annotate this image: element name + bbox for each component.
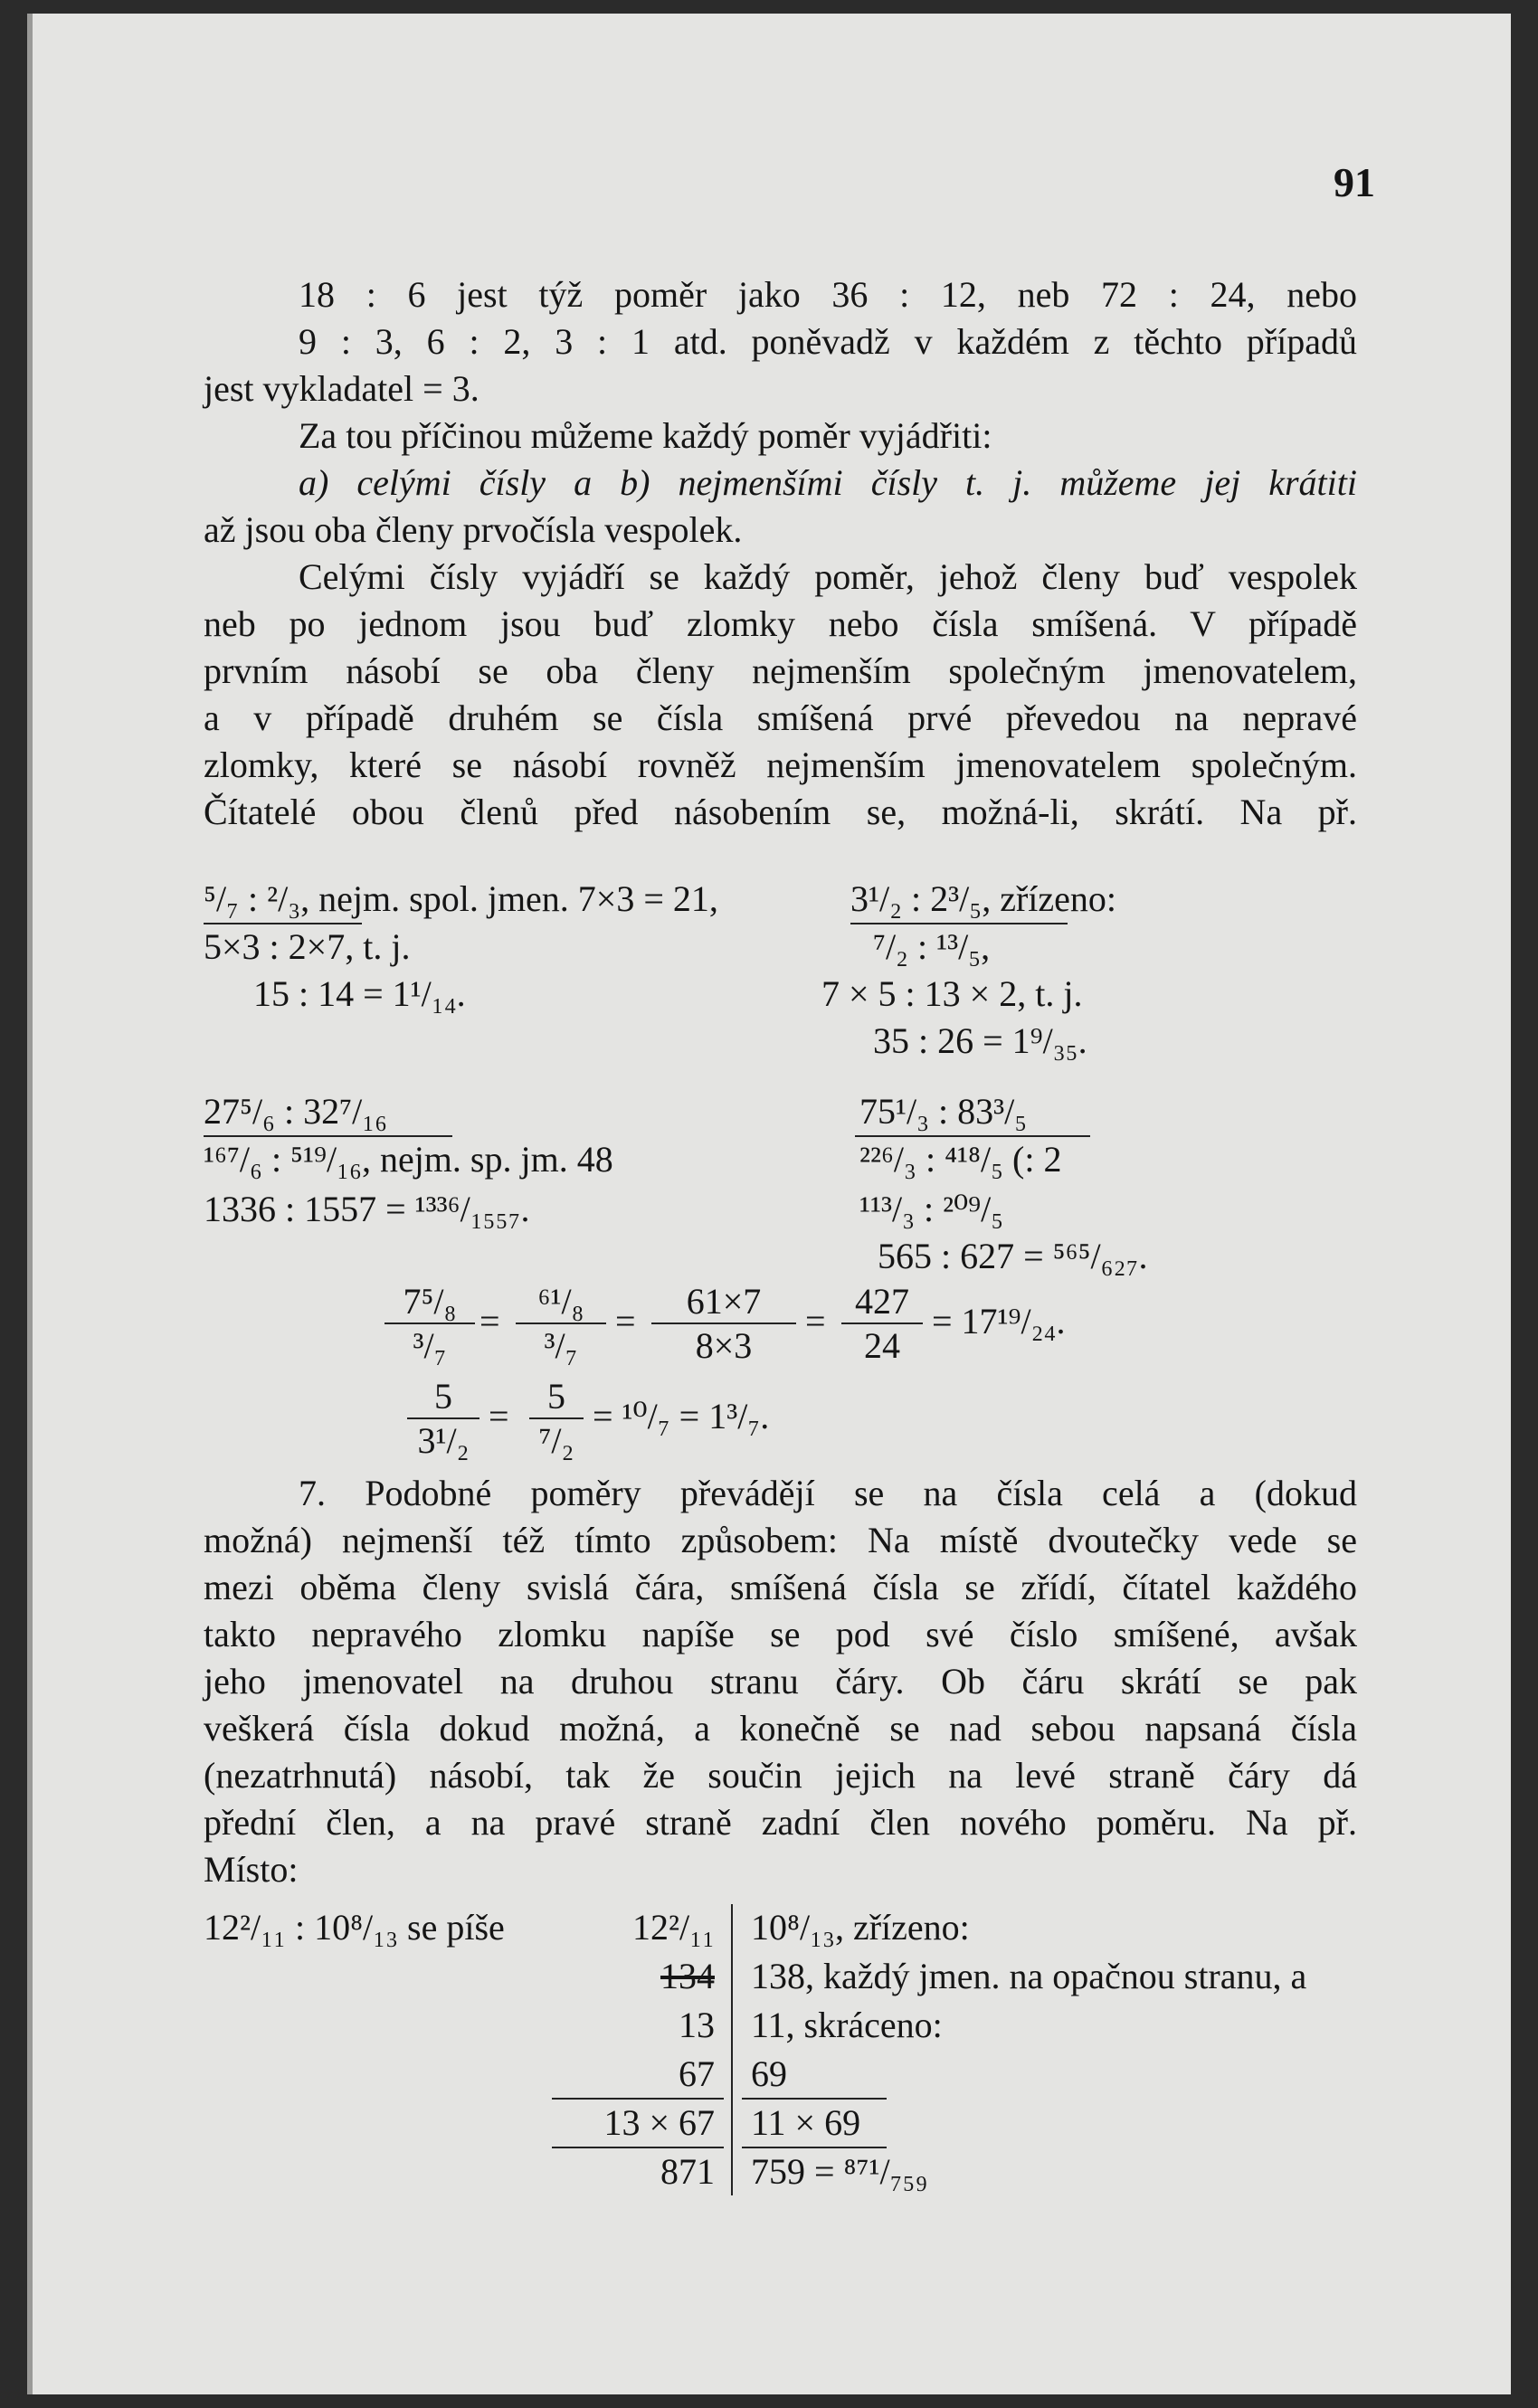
- table-right-cell: 10⁸/₁₃, zřízeno:: [751, 1907, 970, 1948]
- numerator: 7⁵/₈: [403, 1281, 457, 1322]
- eq2-fraction-b: [529, 1375, 584, 1462]
- example1-left-line: ⁵/₇ : ²/₃, nejm. spol. jmen. 7×3 = 21,: [204, 878, 718, 919]
- example1-right-line: ⁷/₂ : ¹³/₅,: [873, 926, 991, 967]
- table-left-cell: 13: [679, 2005, 715, 2045]
- table-right-cell: 69: [751, 2053, 787, 2094]
- example2-right-line: 565 : 627 = ⁵⁶⁵/₆₂₇.: [878, 1236, 1148, 1276]
- numerator: ⁶¹/₈: [537, 1281, 584, 1322]
- denominator: ³/₇: [516, 1323, 606, 1367]
- text-line: mezi oběma členy svislá čára, smíšená čísla se zřídí, čítatel každého: [204, 1567, 1357, 1607]
- text-line: přední člen, a na pravé straně zadní člen nového poměru. Na př.: [204, 1802, 1357, 1843]
- fraction-rule: [850, 923, 1068, 924]
- example1-right-line: 35 : 26 = 1⁹/₃₅.: [873, 1020, 1087, 1061]
- example2-left-line: 1336 : 1557 = ¹³³⁶/₁₅₅₇.: [204, 1189, 530, 1229]
- text-line: Místo:: [204, 1849, 299, 1890]
- page-number: 91: [1334, 159, 1375, 205]
- text-line: Čítatelé obou členů před násobením se, možná-li, skrátí. Na př.: [204, 792, 1357, 832]
- book-page: [27, 14, 1511, 2394]
- eq1-fraction-c: [651, 1280, 796, 1367]
- denominator: ³/₇: [384, 1323, 475, 1367]
- table-left-cell: 13 × 67: [603, 2102, 715, 2143]
- example2-right-line: ²²⁶/₃ : ⁴¹⁸/₅ (: 2: [859, 1139, 1062, 1180]
- numerator: 5: [547, 1376, 565, 1417]
- text-line: možná) nejmenší též tímto způsobem: Na místě dvoutečky vede se: [204, 1520, 1357, 1560]
- table-left-cell: 67: [679, 2053, 715, 2094]
- equals-sign: =: [805, 1301, 826, 1341]
- equals-sign: =: [479, 1301, 500, 1341]
- text-line: neb po jednom jsou buď zlomky nebo čísla smíšená. V případě: [204, 603, 1357, 644]
- denominator: 3¹/₂: [407, 1417, 479, 1462]
- text-line: takto nepravého zlomku napíše se pod své číslo smíšené, avšak: [204, 1614, 1357, 1654]
- table-left-cell: 134: [660, 1956, 715, 1996]
- example1-right-line: 7 × 5 : 13 × 2, t. j.: [821, 973, 1083, 1014]
- table-intro: 12²/₁₁ : 10⁸/₁₃ se píše: [204, 1907, 505, 1948]
- text-line: Za tou příčinou můžeme každý poměr vyjádřiti:: [299, 415, 992, 456]
- eq1-fraction-a: [384, 1280, 475, 1367]
- text-line: prvním násobí se oba členy nejmenším společným jmenovatelem,: [204, 650, 1357, 691]
- text-line: 7. Podobné poměry převádějí se na čísla celá a (dokud: [299, 1473, 1357, 1513]
- denominator: ⁷/₂: [529, 1417, 584, 1462]
- text-line: 18 : 6 jest týž poměr jako 36 : 12, neb 72 : 24, nebo: [299, 274, 1357, 315]
- example1-right-line: 3¹/₂ : 2³/₅, zřízeno:: [850, 878, 1117, 919]
- equals-sign: =: [615, 1301, 636, 1341]
- example2-right-line: 75¹/₃ : 83³/₅: [859, 1091, 1028, 1132]
- numerator: 61×7: [686, 1281, 762, 1322]
- table-rule: [742, 2147, 887, 2148]
- table-right-cell: 11 × 69: [751, 2102, 861, 2143]
- denominator: 24: [841, 1323, 923, 1367]
- table-left-cell: 12²/₁₁: [632, 1907, 715, 1948]
- text-line: a v případě druhém se čísla smíšená prvé převedou na nepravé: [204, 697, 1357, 738]
- table-left-cell: 871: [660, 2151, 715, 2192]
- table-rule: [552, 2147, 724, 2148]
- fraction-rule: [204, 923, 362, 924]
- table-rule: [552, 2098, 724, 2100]
- text-line: Celými čísly vyjádří se každý poměr, jehož členy buď vespolek: [299, 556, 1357, 597]
- example1-left-line: 5×3 : 2×7, t. j.: [204, 926, 411, 967]
- table-rule: [742, 2098, 887, 2100]
- text-line: a) celými čísly a b) nejmenšími čísly t. j. můžeme jej krátiti: [299, 462, 1357, 503]
- eq2-fraction-a: [407, 1375, 479, 1462]
- denominator: 8×3: [651, 1323, 796, 1367]
- text-line: zlomky, které se násobí rovněž nejmenším jmenovatelem společným.: [204, 744, 1357, 785]
- example2-left-line: ¹⁶⁷/₆ : ⁵¹⁹/₁₆, nejm. sp. jm. 48: [204, 1139, 613, 1180]
- table-right-cell: 759 = ⁸⁷¹/₇₅₉: [751, 2151, 928, 2192]
- table-right-cell: 11, skráceno:: [751, 2005, 943, 2045]
- eq2-result: = ¹⁰/₇ = 1³/₇.: [593, 1396, 770, 1436]
- numerator: 5: [434, 1376, 452, 1417]
- paragraph-1: [204, 271, 1357, 836]
- numerator: 427: [855, 1281, 909, 1322]
- fraction-rule: [204, 1135, 452, 1137]
- text-line: až jsou oba členy prvočísla vespolek.: [204, 509, 743, 550]
- example1-left-line: 15 : 14 = 1¹/₁₄.: [253, 973, 466, 1014]
- eq1-result: = 17¹⁹/₂₄.: [932, 1301, 1066, 1341]
- text-line: 9 : 3, 6 : 2, 3 : 1 atd. poněvadž v každém z těchto případů: [299, 321, 1357, 362]
- example2-left-line: 27⁵/₆ : 32⁷/₁₆: [204, 1091, 388, 1132]
- example2-right-line: ¹¹³/₃ : ²⁰⁹/₅: [859, 1189, 1004, 1229]
- text-line: veškerá čísla dokud možná, a konečně se nad sebou napsaná čísla: [204, 1708, 1357, 1749]
- fraction-rule: [855, 1135, 1090, 1137]
- text-line: jeho jmenovatel na druhou stranu čáry. Ob čáru skrátí se pak: [204, 1661, 1357, 1702]
- equals-sign: =: [489, 1396, 509, 1436]
- text-line: (nezatrhnutá) násobí, tak že součin jejich na levé straně čáry dá: [204, 1755, 1357, 1796]
- eq1-fraction-b: [516, 1280, 606, 1367]
- eq1-fraction-d: [841, 1280, 923, 1367]
- table-right-cell: 138, každý jmen. na opačnou stranu, a: [751, 1956, 1307, 1996]
- paragraph-2: [204, 1470, 1357, 1893]
- text-line: jest vykladatel = 3.: [204, 368, 479, 409]
- table-vertical-line: [731, 1904, 733, 2195]
